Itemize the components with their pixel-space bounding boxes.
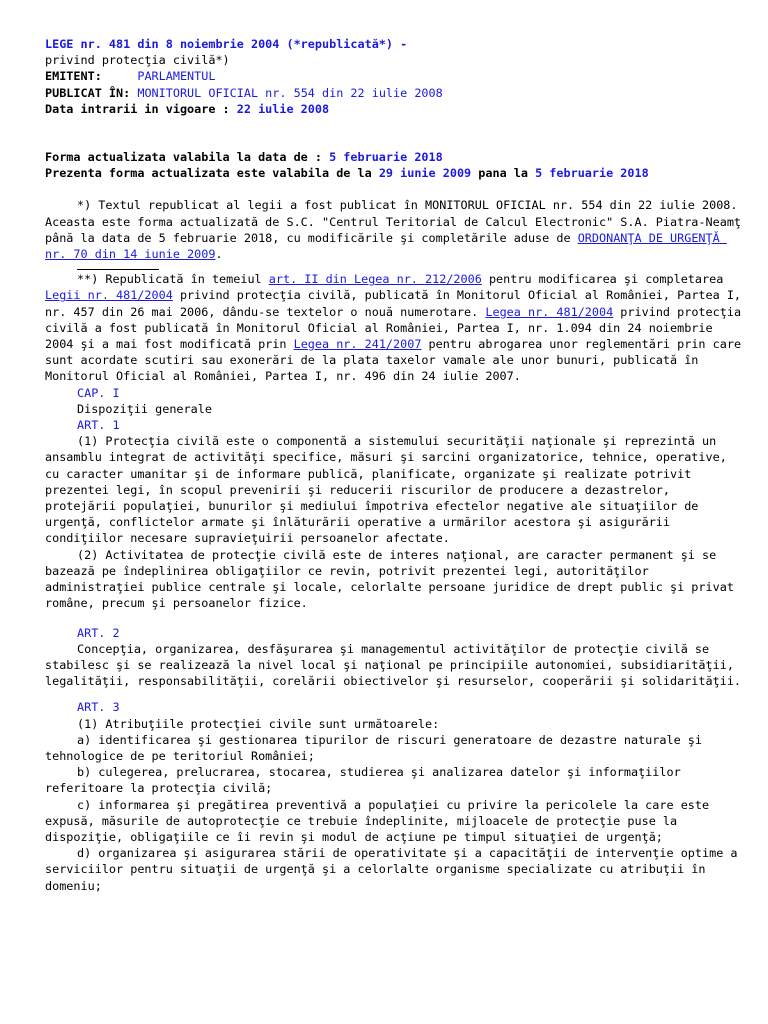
forma-line-1 <box>45 149 745 165</box>
article-1-para-2: (2) Activitatea de protecţie civilă este de interes naţional, are caracter permanent şi se bazează pe îndeplinirea obligaţiilor ce revin, potrivit prezentei legi, autorităţilor administraţiei publice centrale şi locale, celorlalte persoane juridice de drept public şi privat române, precum şi persoanelor fizice. <box>45 547 742 611</box>
republication-basis-note: **) Republicată în temeiul art. II din Legea nr. 212/2006 pentru modificarea şi completarea Legii nr. 481/2004 privind protecţia civilă, publicată în Monitorul Oficial al României, Partea I, nr. 457 din 26 mai 2006, dându-se textelor o nouă numerotare. Legea nr. 481/2004 privind protecţia civilă a fost publicată în Monitorul Oficial al României, Partea I, nr. 1.094 din 24 noiembrie 2004 şi a mai fost modificată prin Legea nr. 241/2007 pentru abrogarea unor reglementări prin care sunt acordate scutiri sau exonerări de la plata taxelor vamale ale unor bunuri, publicată în Monitorul Oficial al României, Partea I, nr. 496 din 24 iulie 2007. <box>45 272 749 384</box>
forma-from-date: 29 iunie 2009 <box>378 166 472 181</box>
legea-241-2007-link[interactable]: Legea nr. 241/2007 <box>293 337 422 352</box>
footnote-divider <box>77 269 159 270</box>
document-page <box>45 36 749 894</box>
forma-line-2 <box>45 165 745 181</box>
article-2-label: ART. 2 <box>77 625 120 640</box>
article-3-para-1: (1) Atribuţiile protecţiei civile sunt următoarele: <box>77 716 440 731</box>
intrare-label: Data intrarii in vigoare : <box>45 101 237 116</box>
intrare-line <box>45 101 745 117</box>
emitent-label: EMITENT: <box>45 69 102 84</box>
article-3-item-b: b) culegerea, prelucrarea, stocarea, studierea şi analizarea datelor şi informaţiilor referitoare la protecţia civilă; <box>45 765 688 796</box>
article-2-para-1: Concepţia, organizarea, desfăşurarea şi managementul activităţilor de protecţie civilă se stabilesc şi se realizează la nivel local şi naţional pe principiile autonomiei, subsidiarităţii, legalităţii, responsabilităţii, corelării obiectivelor şi resurselor, cooperării şi solidarităţii. <box>45 641 742 689</box>
intrare-value: 22 iulie 2008 <box>236 101 330 116</box>
forma-to-date: 5 februarie 2018 <box>535 166 649 181</box>
article-1-para-1: (1) Protecţia civilă este o componentă a sistemului securităţii naţionale şi reprezintă un ansamblu integrat de activităţi specifice, măsuri şi sarcini organizatorice, tehnice, operative, cu caracter umanitar şi de informare publică, planificate, organizate şi realizate potrivit prezentei legi, în scopul prevenirii şi reducerii riscurilor de producere a dezastrelor, protejării populaţiei, bunurilor şi mediului împotriva efectelor negative ale situaţiilor de urgenţă, conflictelor armate şi înlăturării operative a urmărilor acestora şi asigurării condiţiilor necesare supravieţuirii persoanelor afectate. <box>45 434 734 546</box>
law-title: LEGE nr. 481 din 8 noiembrie 2004 (*republicată*) - <box>45 37 408 51</box>
legea-212-2006-link[interactable]: art. II din Legea nr. 212/2006 <box>268 272 482 287</box>
forma-label: Forma actualizata valabila la data de : <box>45 150 330 165</box>
chapter-label: CAP. I <box>77 385 120 400</box>
emitent-line <box>45 68 745 84</box>
legii-481-2004-link[interactable]: Legii nr. 481/2004 <box>45 288 173 303</box>
article-3-item-c: c) informarea şi pregătirea preventivă a populaţiei cu privire la pericolele la care este expusă, măsurile de autoprotecţie ce trebuie îndeplinite, mijloacele de protecţie puse la dispoziţie, obligaţiile ce îi revin şi modul de acţiune pe timpul situaţiei de urgenţă; <box>45 797 717 844</box>
article-3-item-d: d) organizarea şi asigurarea stării de operativitate şi a capacităţii de intervenţie optime a serviciilor pentru situaţii de urgenţă şi a celorlalte organisme specializate cu atribuţii în domeniu; <box>45 846 745 893</box>
forma-date: 5 februarie 2018 <box>329 150 443 165</box>
republication-note: *) Textul republicat al legii a fost publicat în MONITORUL OFICIAL nr. 554 din 22 iulie 2008. Aceasta este forma actualizată de S.C. "Centrul Teritorial de Calcul Electronic" S.A. Piatra-Neamţ până la data de 5 februarie 2018, cu modificările şi completările aduse de ORDONANŢA DE URGENŢĂ nr. 70 din 14 iunie 2009. <box>45 198 749 262</box>
article-3-label: ART. 3 <box>77 700 120 715</box>
publicat-value: MONITORUL OFICIAL nr. 554 din 22 iulie 2008 <box>137 85 443 100</box>
emitent-value: PARLAMENTUL <box>137 69 216 84</box>
publicat-line <box>45 85 745 101</box>
article-3-item-a: a) identificarea şi gestionarea tipurilor de riscuri generatoare de dezastre naturale şi tehnologice de pe teritoriul României; <box>45 732 710 763</box>
law-subtitle: privind protecţia civilă*) <box>45 53 230 68</box>
forma-text-a: Prezenta forma actualizata este valabila de la <box>45 166 379 181</box>
note1-text: *) Textul republicat al legii a fost publicat în MONITORUL OFICIAL nr. 554 din 22 iulie 2008. Aceasta este forma actualizată de S.C. "Centrul Teritorial de Calcul Electronic" S.A. Piatra-Neamţ până la data de 5 februarie 2018, cu modificările şi completările aduse de <box>45 198 749 245</box>
publicat-label: PUBLICAT ÎN: <box>45 85 131 100</box>
chapter-title: Dispoziţii generale <box>77 401 212 416</box>
article-1-label: ART. 1 <box>77 418 120 433</box>
forma-text-b: pana la <box>471 166 536 181</box>
oug-70-2009-link[interactable]: ORDONANŢA DE URGENŢĂ nr. 70 din 14 iunie 2009 <box>45 230 727 262</box>
legea-481-2004-link[interactable]: Legea nr. 481/2004 <box>485 304 614 319</box>
